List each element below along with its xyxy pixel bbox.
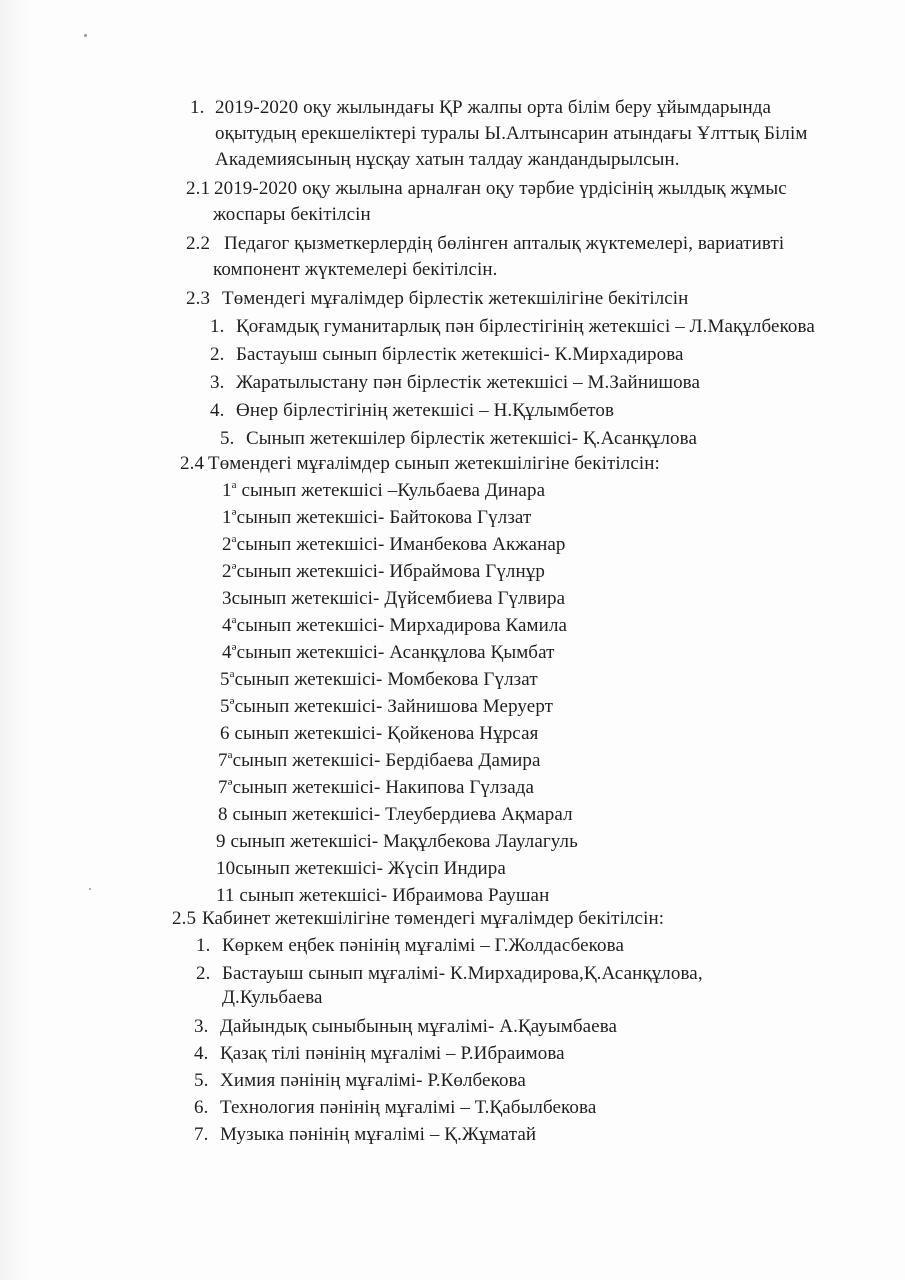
class-row: 6 сынып жетекшісі- Қойкенова Нұрсая: [220, 723, 539, 744]
item-2-1-number: 2.1: [186, 178, 211, 199]
scan-speck: [84, 34, 87, 37]
item-2-2-line-2: компонент жүктемелері бекітілсін.: [213, 259, 498, 280]
class-row: $4^әсынып$ жетекшісі- Асанқұлова Қымбат: [222, 641, 555, 663]
item-2-3-sub-3: 3. Жаратылыстану пән бірлестік жетекшісі – М.Зайнишова: [210, 372, 701, 393]
item-2-5-sub-2-cont: Д.Кульбаева: [222, 987, 323, 1008]
class-row: 10сынып жетекшісі- Жүсіп Индира: [216, 858, 506, 879]
item-1-line-3: Академиясының нұсқау хатын талдау жандандырылсын.: [215, 149, 680, 170]
class-row: 8 сынып жетекшісі- Тлеубердиева Ақмарал: [218, 804, 573, 825]
class-row: 3сынып жетекшісі- Дүйсембиева Гүлвира: [222, 588, 566, 609]
item-1-line-2: оқытудың ерекшеліктері туралы Ы.Алтынсарин атындағы Ұлттық Білім: [215, 123, 808, 144]
item-1-line-1: 1. 2019-2020 оқу жылындағы ҚР жалпы орта білім беру ұйымдарында: [190, 97, 772, 118]
item-2-5-sub-4: 4. Қазақ тілі пәнінің мұғалімі – Р.Ибраимова: [194, 1043, 565, 1064]
item-2-2-line-1: 2.2 Педагог қызметкерлердің бөлінген апталық жүктемелері, вариативті: [186, 233, 785, 254]
class-row: $1^әсынып$ жетекшісі- Байтокова Гүлзат: [222, 506, 532, 528]
item-2-3-number: 2.3: [186, 288, 211, 309]
item-2-1-line-2: жоспары бекітілсін: [213, 204, 371, 225]
item-2-5-heading: 2.5 Кабинет жетекшілігіне төмендегі мұғалімдер бекітілсін:: [172, 908, 665, 929]
class-row: $7^асынып$ жетекшісі- Бердібаева Дамира: [218, 749, 541, 771]
item-2-5-sub-2: 2. Бастауыш сынып мұғалімі- К.Мирхадирова,Қ.Асанқұлова,: [196, 963, 703, 984]
item-2-3-sub-1: 1. Қоғамдық гуманитарлық пән бірлестігінің жетекшісі – Л.Мақұлбекова: [210, 316, 815, 337]
item-2-5-sub-3: 3. Дайындық сыныбының мұғалімі- А.Қауымбаева: [194, 1016, 618, 1037]
class-row: $4^асынып$ жетекшісі- Мирхадирова Камила: [222, 614, 568, 636]
item-2-3-sub-2: 2. Бастауыш сынып бірлестік жетекшісі- К.Мирхадирова: [210, 344, 684, 365]
class-row: $2^әсынып$ жетекшісі- Ибраймова Гүлнұр: [222, 560, 545, 582]
item-2-3-sub-5: 5. Сынып жетекшілер бірлестік жетекшісі- Қ.Асанқұлова: [220, 428, 697, 449]
class-row: $7^әсынып$ жетекшісі- Накипова Гүлзада: [218, 776, 535, 798]
class-row: 11 сынып жетекшісі- Ибраимова Раушан: [216, 885, 550, 906]
item-2-5-sub-7: 7. Музыка пәнінің мұғалімі – Қ.Жұматай: [194, 1124, 537, 1145]
item-1-number: 1.: [190, 97, 205, 118]
item-2-5-number: 2.5: [172, 908, 197, 929]
item-2-5-sub-5: 5. Химия пәнінің мұғалімі- Р.Көлбекова: [194, 1070, 526, 1091]
item-2-5-sub-1: 1. Көркем еңбек пәнінің мұғалімі – Г.Жолдасбекова: [196, 935, 624, 956]
class-row: 9 сынып жетекшісі- Мақұлбекова Лаулагуль: [216, 831, 578, 852]
class-row: $1^а$ сынып жетекшісі –Кульбаева Динара: [222, 479, 546, 501]
item-2-4-number: 2.4: [180, 453, 205, 474]
item-2-1-line-1: 2.1 2019-2020 оқу жылына арналған оқу тәрбие үрдісінің жылдық жұмыс: [186, 178, 787, 199]
item-2-2-number: 2.2: [186, 233, 211, 254]
item-2-3-sub-4: 4. Өнер бірлестігінің жетекшісі – Н.Құлымбетов: [210, 400, 615, 421]
scan-edge-shadow: [0, 0, 30, 1280]
item-2-4-heading: 2.4 Төмендегі мұғалімдер сынып жетекшілігіне бекітілсін:: [180, 453, 660, 474]
item-2-3-heading: 2.3 Төмендегі мұғалімдер бірлестік жетекшілігіне бекітілсін: [186, 288, 689, 309]
scan-speck: [89, 888, 91, 890]
item-2-5-sub-6: 6. Технология пәнінің мұғалімі – Т.Қабылбекова: [194, 1097, 597, 1118]
class-row: $2^асынып$ жетекшісі- Иманбекова Акжанар: [222, 533, 566, 555]
class-row: $5^асынып$ жетекшісі- Момбекова Гүлзат: [220, 668, 538, 690]
class-row: $5^әсынып$ жетекшісі- Зайнишова Меруерт: [220, 695, 554, 717]
